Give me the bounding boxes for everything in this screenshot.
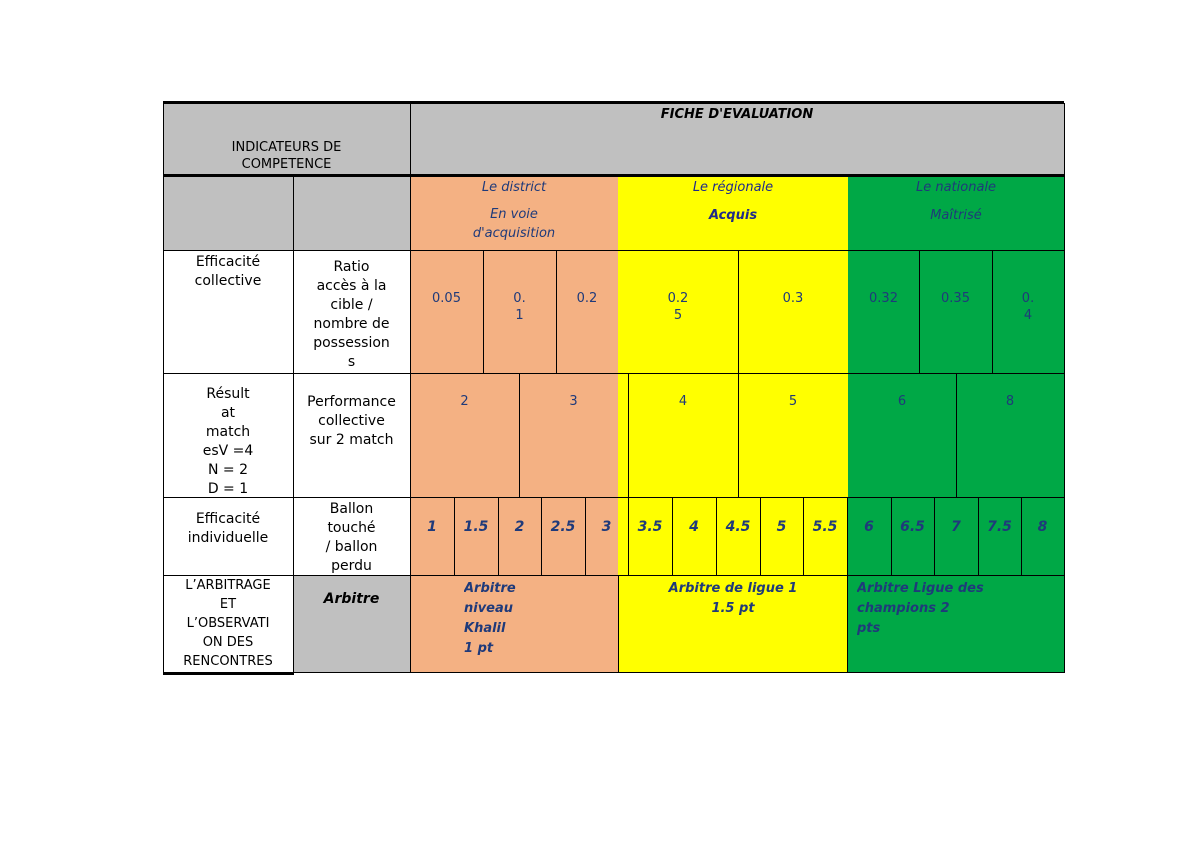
- row3-value: 2.5: [550, 519, 576, 535]
- r3-divider: [891, 497, 892, 575]
- arbitre-regionale: Arbitre de ligue 1 1.5 pt: [668, 581, 798, 616]
- level-regionale: [618, 177, 848, 226]
- row3-value: 2: [514, 519, 525, 535]
- row1-value: 0.05: [432, 291, 461, 306]
- row1-value: 0.35: [941, 291, 970, 306]
- r3-divider: [541, 497, 542, 575]
- row3-value: 1: [427, 519, 437, 535]
- r3-divider: [934, 497, 935, 575]
- row2-value: 2: [460, 394, 469, 409]
- row-line-3: [163, 497, 1064, 498]
- row3-value: 1.5: [463, 519, 489, 535]
- row3-category: Efficacité individuelle: [187, 511, 269, 546]
- level-nationale: [848, 177, 1064, 226]
- r2-divider: [738, 373, 739, 497]
- r3-divider: [1021, 497, 1022, 575]
- top-border: [163, 101, 1064, 104]
- row3-value: 4: [689, 519, 699, 535]
- r2-divider: [956, 373, 957, 497]
- row2-value: 8: [1005, 394, 1015, 409]
- right-border: [1064, 103, 1065, 673]
- row3-value: 7: [951, 519, 961, 535]
- row-line-2: [163, 373, 1064, 374]
- level-blank-cell-1: [163, 175, 293, 250]
- r2-divider: [628, 373, 629, 497]
- indicators-header: INDICATEURS DE COMPETENCE: [231, 140, 342, 172]
- row1-indicator: Ratio accès à la cible / nombre de possession s: [313, 259, 390, 370]
- row3-indicator: Ballon touché / ballon perdu: [325, 501, 378, 574]
- row4-category: L’ARBITRAGE ET L’OBSERVATI ON DES RENCONTRES: [183, 578, 273, 669]
- level-nationale-status: Maîtrisé: [930, 208, 982, 223]
- row2-value: 5: [788, 394, 798, 409]
- arbitre-nationale: Arbitre Ligue des champions 2 pts: [857, 581, 984, 636]
- row3-value: 4.5: [725, 519, 751, 535]
- row1-value: 0.3: [782, 291, 804, 306]
- row2-category: Résult at match esV =4 N = 2 D = 1: [202, 386, 254, 497]
- row3-value: 7.5: [987, 519, 1012, 535]
- bottom-left-border: [163, 672, 294, 675]
- r1-divider: [738, 250, 739, 373]
- row3-value: 8: [1037, 519, 1048, 535]
- level-district: [410, 177, 618, 243]
- r3-divider: [628, 497, 629, 575]
- r1-divider: [919, 250, 920, 373]
- row2-value: 3: [569, 394, 578, 409]
- row3-value: 3: [601, 519, 612, 535]
- row1-category: Efficacité collective: [194, 254, 262, 289]
- row1-value: 0.2 5: [667, 291, 689, 323]
- row3-value: 6: [864, 519, 874, 535]
- row-line-1: [163, 250, 1064, 251]
- r3-divider: [585, 497, 586, 575]
- arbitre-district: Arbitre niveau Khalil 1 pt: [464, 581, 516, 656]
- r3-divider: [716, 497, 717, 575]
- row3-value: 3.5: [637, 519, 663, 535]
- row1-value: 0. 4: [1021, 291, 1035, 323]
- level-district-status: En voie d'acquisition: [472, 207, 556, 241]
- row1-value: 0.32: [869, 291, 898, 306]
- level-regionale-status: Acquis: [708, 208, 758, 223]
- row2-value: 4: [678, 394, 688, 409]
- row1-value: 0. 1: [513, 291, 526, 323]
- level-nationale-name: Le nationale: [915, 180, 997, 195]
- row3-value: 5.5: [812, 519, 838, 535]
- r3-divider: [760, 497, 761, 575]
- row2-indicator: Performance collective sur 2 match: [307, 394, 396, 448]
- level-blank-cell-2: [293, 175, 410, 250]
- r1-divider: [556, 250, 557, 373]
- r3-divider: [454, 497, 455, 575]
- bottom-border: [293, 672, 1064, 673]
- row1-value: 0.2: [576, 291, 598, 306]
- r3-divider: [978, 497, 979, 575]
- r3-divider: [803, 497, 804, 575]
- r3-divider: [498, 497, 499, 575]
- r2-divider: [519, 373, 520, 497]
- r3-divider: [672, 497, 673, 575]
- row2-value: 6: [897, 394, 907, 409]
- r3-divider: [847, 497, 848, 575]
- row3-value: 5: [776, 519, 787, 535]
- row3-value: 6.5: [900, 519, 925, 535]
- level-district-name: Le district: [481, 180, 547, 195]
- level-regionale-name: Le régionale: [692, 180, 774, 195]
- row4-indicator: Arbitre: [323, 591, 380, 607]
- page-title: FICHE D'EVALUATION: [660, 107, 814, 122]
